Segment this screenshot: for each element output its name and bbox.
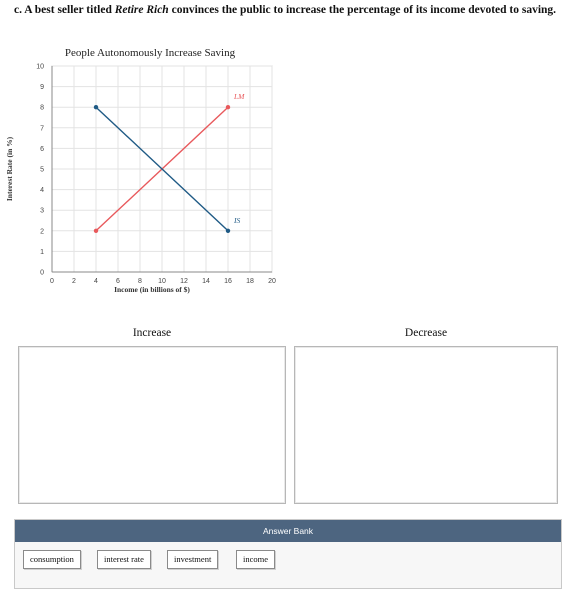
x-tick-label: 10	[158, 278, 166, 285]
is-label: IS	[234, 215, 241, 225]
y-tick-label: 0	[40, 269, 44, 277]
is-lm-chart	[0, 40, 300, 300]
answer-chip-income[interactable]: income	[236, 550, 275, 569]
x-tick-label: 4	[94, 278, 98, 285]
answer-chip-consumption[interactable]: consumption	[23, 550, 81, 569]
y-tick-label: 5	[40, 166, 44, 174]
answer-chip-interest-rate[interactable]: interest rate	[97, 550, 151, 569]
y-tick-label: 10	[36, 63, 44, 71]
chart-title: People Autonomously Increase Saving	[64, 47, 236, 59]
y-axis-label: Interest Rate (in %)	[5, 136, 14, 202]
x-tick-label: 18	[246, 278, 254, 285]
answer-bank-header: Answer Bank	[15, 520, 561, 542]
y-tick-label: 1	[40, 248, 44, 256]
x-tick-label: 0	[50, 278, 54, 285]
question-suffix: convinces the public to increase the percentage of its income devoted to saving.	[168, 4, 557, 16]
x-tick-label: 6	[116, 278, 120, 285]
y-tick-label: 9	[40, 84, 44, 92]
y-tick-label: 2	[40, 228, 44, 236]
decrease-title: Decrease	[404, 327, 448, 339]
question-prefix: c. A best seller titled	[14, 4, 115, 16]
x-tick-label: 2	[72, 278, 76, 285]
x-tick-label: 20	[268, 278, 276, 285]
book-title: Retire Rich	[114, 4, 169, 16]
y-tick-label: 4	[40, 187, 44, 195]
answer-chip-investment[interactable]: investment	[167, 550, 218, 569]
question-text	[14, 4, 556, 16]
y-tick-label: 8	[40, 104, 44, 112]
increase-title: Increase	[132, 327, 172, 339]
answer-bank	[14, 519, 562, 589]
increase-drop-zone[interactable]	[18, 346, 286, 504]
lm-point	[226, 105, 230, 109]
x-tick-label: 16	[224, 278, 232, 285]
x-tick-label: 8	[138, 278, 142, 285]
y-tick-label: 7	[40, 125, 44, 133]
x-tick-label: 12	[180, 278, 188, 285]
x-tick-label: 14	[202, 278, 210, 285]
decrease-drop-zone[interactable]	[294, 346, 558, 504]
is-point	[226, 229, 230, 233]
y-tick-label: 6	[40, 145, 44, 153]
y-tick-label: 3	[40, 207, 44, 215]
x-axis-label: Income (in billions of $)	[114, 285, 190, 294]
is-point	[94, 105, 98, 109]
lm-label: LM	[234, 92, 245, 102]
lm-point	[94, 229, 98, 233]
